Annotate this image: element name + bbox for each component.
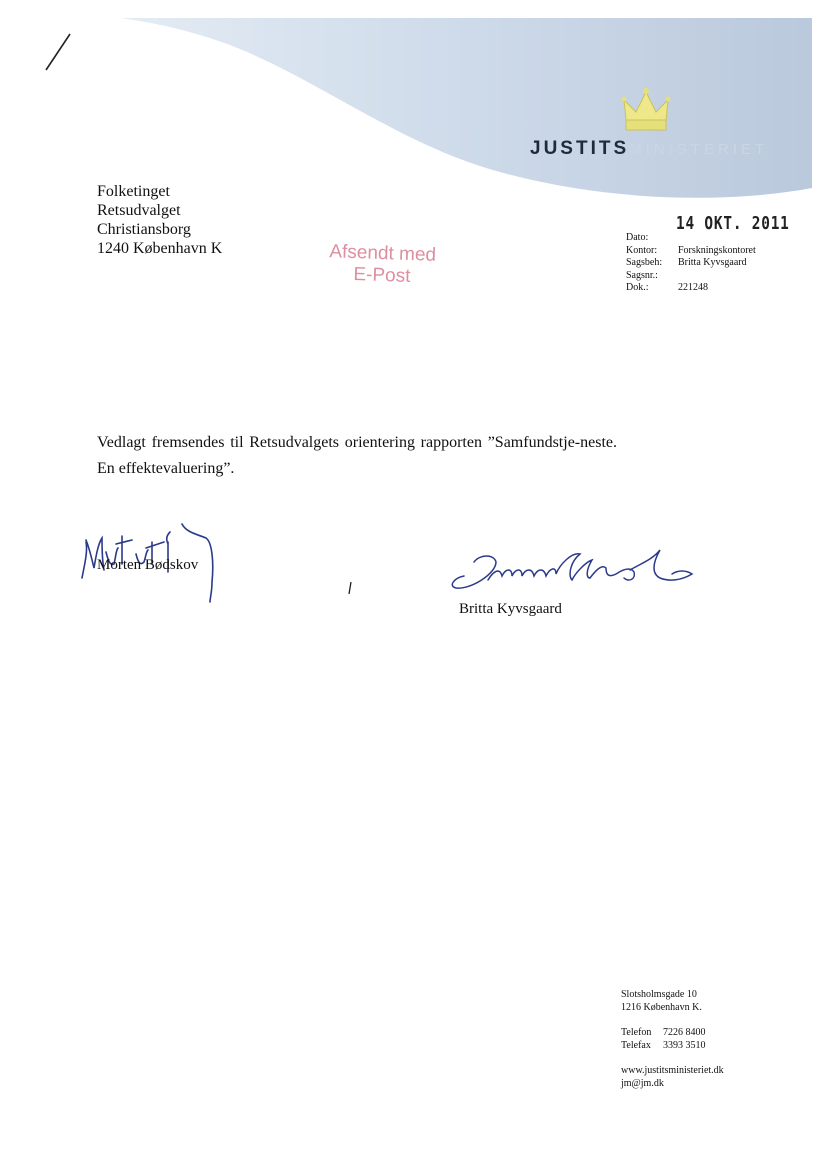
date-stamp: 14 OKT. 2011 (676, 213, 790, 234)
website-link[interactable]: www.justitsministeriet.dk (621, 1065, 724, 1076)
meta-label: Dato: (626, 232, 649, 243)
phone-row (621, 1027, 724, 1040)
meta-row-sagsbeh (626, 257, 756, 270)
ministry-logo (530, 138, 768, 160)
meta-row-dato (626, 232, 756, 245)
meta-value: Forskningskontoret (678, 244, 756, 256)
meta-row-kontor (626, 245, 756, 258)
fax-row (621, 1040, 724, 1053)
case-metadata (626, 232, 756, 295)
meta-label: Sagsnr.: (626, 269, 658, 281)
meta-value: Britta Kyvsgaard (678, 257, 747, 268)
stamp-line: Afsendt med (329, 241, 437, 266)
meta-row-dok (626, 282, 756, 295)
meta-row-sagsnr (626, 270, 756, 283)
meta-label: Dok.: (626, 282, 649, 293)
recipient-line: Retsudvalget (97, 202, 181, 219)
signature-britta-kyvsgaard (440, 540, 700, 610)
signatory-name: Britta Kyvsgaard (459, 601, 562, 617)
fax-value: 3393 3510 (663, 1039, 706, 1051)
logo-secondary-text: MINISTERIET (629, 141, 769, 158)
meta-label: Kontor: (626, 244, 658, 256)
phone-label: Telefon (621, 1027, 652, 1038)
pen-stroke-mark (40, 30, 80, 76)
address-line: Slotsholmsgade 10 (621, 989, 697, 1000)
meta-value: 221248 (678, 282, 708, 293)
recipient-line: 1240 København K (97, 240, 223, 257)
phone-value: 7226 8400 (663, 1027, 706, 1038)
crown-icon (620, 86, 672, 134)
stamp-line: E-Post (353, 264, 411, 287)
email-link[interactable]: jm@jm.dk (621, 1077, 664, 1089)
logo-primary-text: JUSTITS (530, 138, 630, 159)
letter-body-paragraph: Vedlagt fremsendes til Retsudvalgets orientering rapporten ”Samfundstje-neste. En effektevaluering”. (97, 434, 617, 477)
meta-label: Sagsbeh: (626, 257, 663, 268)
ministry-contact-footer (621, 989, 724, 1090)
sent-by-email-stamp (328, 241, 436, 289)
recipient-line: Folketinget (97, 183, 170, 200)
address-line: 1216 København K. (621, 1001, 702, 1013)
recipient-line: Christiansborg (97, 221, 191, 238)
signatory-name: Morten Bødskov (97, 557, 199, 573)
pen-stroke-mark (347, 581, 353, 595)
recipient-address (97, 182, 222, 258)
fax-label: Telefax (621, 1039, 651, 1051)
